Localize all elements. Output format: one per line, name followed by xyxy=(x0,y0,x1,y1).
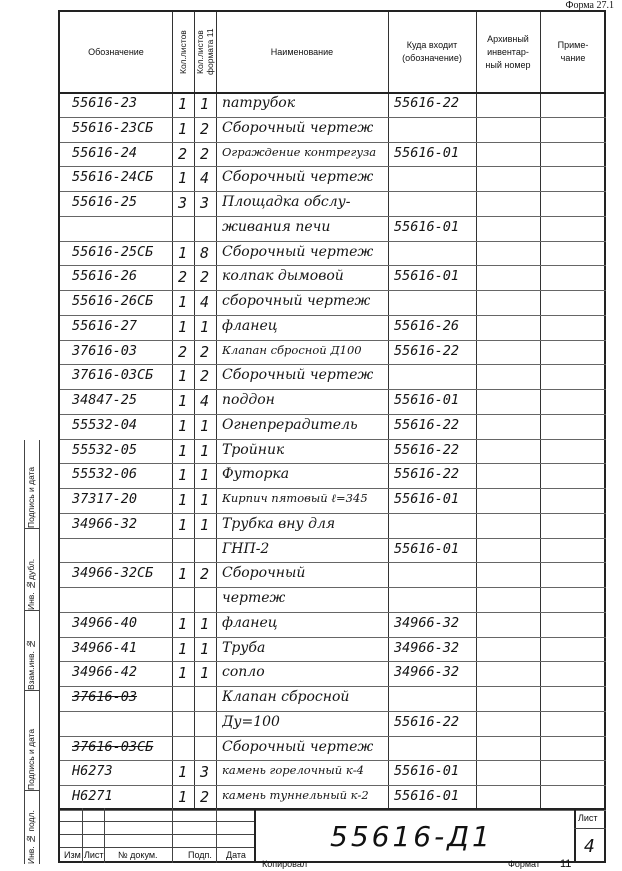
cell-name: Сборочный чертеж xyxy=(222,738,374,755)
cell-name: сопло xyxy=(222,664,265,681)
table-row xyxy=(60,785,606,811)
cell-sheets-format: 1 xyxy=(200,416,210,435)
cell-name: сборочный чертеж xyxy=(222,293,371,309)
cell-sheets-format: 1 xyxy=(200,491,210,509)
cell-sheets-format: 2 xyxy=(200,788,210,806)
cell-name: Трубка вну для xyxy=(222,515,336,532)
cell-name: Сборочный чертеж xyxy=(222,243,374,260)
cell-sheets: 1 xyxy=(178,565,188,584)
cell-where-used: 55616-26 xyxy=(394,317,460,334)
cell-name: Сборочный xyxy=(222,565,306,582)
cell-sheets: 1 xyxy=(178,119,188,138)
cell-name: Сборочный чертеж xyxy=(222,169,374,186)
cell-name: чертеж xyxy=(222,590,286,606)
table-row xyxy=(60,538,606,564)
cell-sheets-format: 1 xyxy=(200,639,210,658)
cell-sheets-format: 2 xyxy=(200,565,210,584)
cell-sheets: 1 xyxy=(178,515,188,534)
cell-where-used: 55616-22 xyxy=(394,342,460,359)
cell-designation: Н6271 xyxy=(72,788,113,804)
cell-designation: 55616-24 xyxy=(72,144,138,161)
cell-sheets: 2 xyxy=(178,342,188,361)
side-label-sign-date-2: Подпись и дата xyxy=(26,728,36,790)
cell-designation: 34847-25 xyxy=(72,392,138,408)
table-row xyxy=(60,488,606,514)
side-label-inv-orig: Инв. № подл. xyxy=(26,810,36,864)
cell-designation: 34966-40 xyxy=(72,614,138,631)
cell-sheets: 2 xyxy=(178,144,188,163)
cell-designation: 55616-24СБ xyxy=(72,169,154,186)
cell-designation: 34966-42 xyxy=(72,664,138,681)
header-where-used: Куда входит (обозначение) xyxy=(402,40,462,63)
cell-name: Тройник xyxy=(222,441,285,458)
cell-designation: 55616-26 xyxy=(72,268,138,285)
stamp-podp: Подп. xyxy=(188,850,212,860)
cell-name: Труба xyxy=(222,639,266,656)
cell-where-used: 34966-32 xyxy=(394,614,460,631)
header-sheets: Кол.листов xyxy=(178,30,188,74)
cell-sheets-format: 4 xyxy=(200,169,210,188)
cell-where-used: 34966-32 xyxy=(394,639,460,656)
cell-designation: 55616-27 xyxy=(72,317,138,334)
sheet-number: 4 xyxy=(584,836,595,857)
table-row xyxy=(60,414,606,440)
table-row xyxy=(60,612,606,638)
cell-designation: 37317-20 xyxy=(72,491,138,507)
cell-designation: 55616-25СБ xyxy=(72,243,154,260)
cell-where-used: 55616-01 xyxy=(394,491,460,507)
header-archive: Архивный инвентар-ный номер xyxy=(485,33,531,70)
cell-where-used: 34966-32 xyxy=(394,664,460,681)
cell-sheets-format: 1 xyxy=(200,515,210,534)
cell-designation: Н6273 xyxy=(72,763,113,780)
cell-designation: 34966-41 xyxy=(72,639,138,656)
cell-where-used: 55616-22 xyxy=(394,441,460,458)
table-row xyxy=(60,315,606,341)
table-row xyxy=(60,241,606,267)
cell-sheets: 1 xyxy=(178,243,188,262)
cell-where-used: 55616-22 xyxy=(394,416,460,433)
cell-sheets-format: 1 xyxy=(200,317,210,336)
side-label-sign-date-1: Подпись и дата xyxy=(26,466,36,528)
cell-sheets: 1 xyxy=(178,367,188,386)
cell-name: камень туннельный к-2 xyxy=(222,788,369,802)
stamp-doc-no: № докум. xyxy=(118,850,158,860)
cell-sheets-format: 4 xyxy=(200,293,210,311)
cell-sheets-format: 1 xyxy=(200,95,210,113)
table-row xyxy=(60,389,606,415)
cell-name: Клапан сбросной xyxy=(222,689,350,705)
table-row xyxy=(60,637,606,663)
cell-sheets-format: 3 xyxy=(200,763,210,782)
table-row xyxy=(60,562,606,588)
header-designation: Обозначение xyxy=(88,46,144,57)
cell-designation: 55616-23 xyxy=(72,95,138,111)
table-row xyxy=(60,191,606,217)
cell-sheets-format: 1 xyxy=(200,466,210,485)
cell-sheets: 1 xyxy=(178,392,188,410)
cell-sheets: 1 xyxy=(178,169,188,188)
cell-sheets: 1 xyxy=(178,614,188,633)
cell-sheets: 1 xyxy=(178,788,188,806)
cell-designation: 37616-03СБ xyxy=(72,367,154,384)
cell-name: Футорка xyxy=(222,466,290,483)
cell-sheets-format: 1 xyxy=(200,664,210,683)
cell-name: Огнепрерадитель xyxy=(222,416,358,433)
cell-name: ГНП-2 xyxy=(222,540,270,557)
cell-sheets: 1 xyxy=(178,416,188,435)
cell-sheets: 1 xyxy=(178,441,188,460)
table-row xyxy=(60,290,606,316)
cell-sheets-format: 2 xyxy=(200,268,210,287)
cell-sheets: 1 xyxy=(178,763,188,782)
cell-where-used: 55616-01 xyxy=(394,392,460,408)
stamp-izm: Изм xyxy=(64,850,81,860)
table-row xyxy=(60,117,606,143)
cell-sheets: 1 xyxy=(178,664,188,683)
cell-designation: 37616-03 xyxy=(72,689,138,705)
cell-sheets-format: 4 xyxy=(200,392,210,410)
footer-copied: Копировал xyxy=(262,859,308,869)
cell-sheets-format: 3 xyxy=(200,194,210,212)
cell-where-used: 55616-01 xyxy=(394,788,460,804)
cell-sheets: 1 xyxy=(178,95,188,113)
cell-sheets: 2 xyxy=(178,268,188,287)
cell-name: Площадка обслу- xyxy=(222,194,351,210)
cell-designation: 55616-25 xyxy=(72,194,138,210)
specification-sheet xyxy=(58,10,606,863)
table-row xyxy=(60,661,606,687)
table-row xyxy=(60,265,606,291)
cell-where-used: 55616-01 xyxy=(394,540,460,557)
title-block xyxy=(60,808,606,863)
stamp-list: Лист xyxy=(84,850,104,860)
cell-sheets: 1 xyxy=(178,491,188,509)
side-label-inv-dup: Инв. №дубл. xyxy=(26,558,36,610)
header-name: Наименование xyxy=(270,46,334,57)
table-row xyxy=(60,736,606,762)
cell-where-used: 55616-22 xyxy=(394,713,460,730)
cell-sheets: 1 xyxy=(178,466,188,485)
cell-sheets-format: 2 xyxy=(200,144,210,163)
header-sheets-format: Кол.листов формата 11 xyxy=(195,28,215,76)
side-panel xyxy=(0,440,58,864)
cell-where-used: 55616-22 xyxy=(394,95,460,111)
cell-name: камень горелочный к-4 xyxy=(222,763,364,778)
cell-sheets-format: 2 xyxy=(200,367,210,386)
cell-where-used: 55616-01 xyxy=(394,763,460,780)
stamp-data: Дата xyxy=(226,850,246,860)
cell-name: Клапан сбросной Д100 xyxy=(222,342,362,357)
cell-name: Ограждение контрегуза xyxy=(222,144,377,159)
cell-name: колпак дымовой xyxy=(222,268,344,285)
cell-where-used: 55616-01 xyxy=(394,144,460,161)
table-row xyxy=(60,587,606,613)
cell-sheets: 1 xyxy=(178,293,188,311)
form-label: Форма 27.1 xyxy=(565,0,614,11)
cell-designation: 37616-03 xyxy=(72,342,138,359)
table-row xyxy=(60,92,606,118)
cell-name: патрубок xyxy=(222,95,296,111)
footer-format-label: Формат xyxy=(508,859,540,869)
cell-name: Кирпич пятовый ℓ=345 xyxy=(222,491,368,505)
cell-designation: 34966-32СБ xyxy=(72,565,154,582)
cell-designation: 34966-32 xyxy=(72,515,138,532)
cell-name: Ду=100 xyxy=(222,713,280,730)
cell-sheets-format: 1 xyxy=(200,614,210,633)
cell-where-used: 55616-01 xyxy=(394,218,460,235)
cell-designation: 55532-05 xyxy=(72,441,138,458)
table-row xyxy=(60,340,606,366)
table-row xyxy=(60,686,606,712)
cell-name: фланец xyxy=(222,614,278,631)
cell-where-used: 55616-22 xyxy=(394,466,460,483)
cell-name: Сборочный чертеж xyxy=(222,367,374,384)
cell-name: живания печи xyxy=(222,218,331,235)
table-row xyxy=(60,513,606,539)
cell-designation: 55532-04 xyxy=(72,416,138,433)
side-label-vzam-inv: Взам.инв. № xyxy=(26,638,36,690)
document-code: 55616-Д1 xyxy=(330,820,493,853)
cell-where-used: 55616-01 xyxy=(394,268,460,285)
cell-designation: 37616-03СБ xyxy=(72,738,154,755)
cell-sheets: 1 xyxy=(178,639,188,658)
cell-name: Сборочный чертеж xyxy=(222,119,374,136)
cell-sheets: 1 xyxy=(178,317,188,336)
cell-sheets: 3 xyxy=(178,194,188,212)
table-row xyxy=(60,142,606,168)
footer-format-value: 11 xyxy=(560,858,572,870)
cell-designation: 55616-26СБ xyxy=(72,293,154,309)
table-row xyxy=(60,760,606,786)
cell-designation: 55616-23СБ xyxy=(72,119,154,136)
table-row xyxy=(60,364,606,390)
cell-sheets-format: 2 xyxy=(200,119,210,138)
table-row xyxy=(60,216,606,242)
table-row xyxy=(60,166,606,192)
cell-sheets-format: 2 xyxy=(200,342,210,361)
cell-sheets-format: 1 xyxy=(200,441,210,460)
cell-name: фланец xyxy=(222,317,278,334)
table-row xyxy=(60,463,606,489)
table-row xyxy=(60,439,606,465)
cell-sheets-format: 8 xyxy=(200,243,210,262)
sheet-label: Лист xyxy=(578,813,598,823)
cell-name: поддон xyxy=(222,392,275,408)
cell-designation: 55532-06 xyxy=(72,466,138,483)
header-note: Приме-чание xyxy=(557,40,589,63)
table-row xyxy=(60,711,606,737)
